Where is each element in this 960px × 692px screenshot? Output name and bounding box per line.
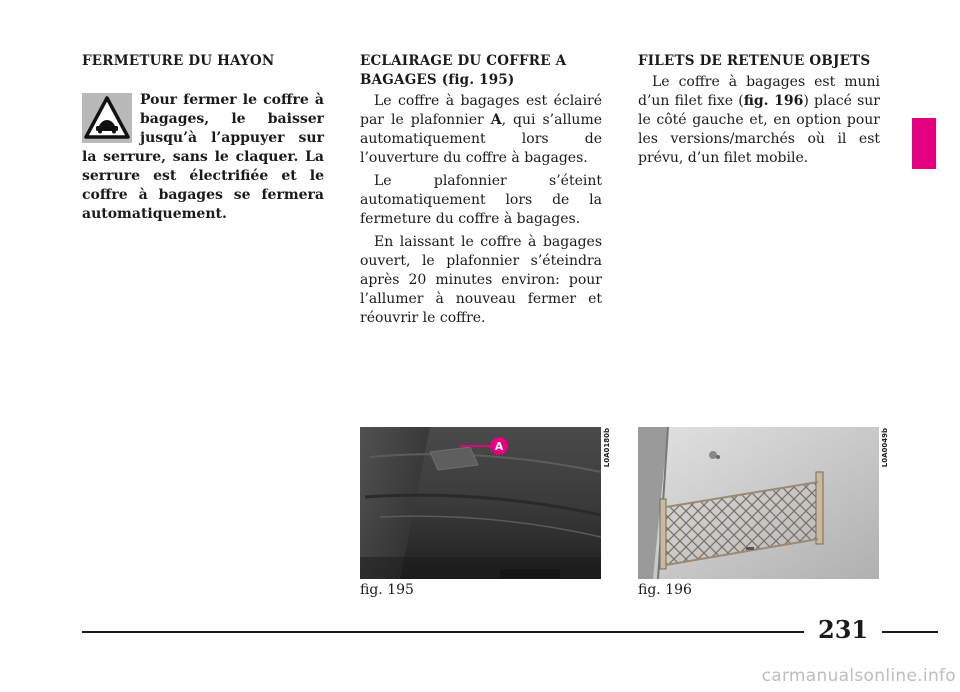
p1-bold-a: A bbox=[490, 112, 502, 128]
section-tab-marker bbox=[912, 118, 936, 169]
heading-fig-ref: fig. 195 bbox=[448, 72, 508, 88]
heading-close: ) bbox=[507, 72, 515, 88]
figure-196-code: L0A0049b bbox=[881, 428, 889, 468]
heading-line1: ECLAIRAGE DU COFFRE A bbox=[360, 53, 567, 69]
callout-a-marker bbox=[460, 435, 510, 457]
figure-196-caption: fig. 196 bbox=[638, 582, 692, 598]
section-heading-eclairage bbox=[360, 52, 602, 90]
column-left bbox=[82, 52, 324, 224]
section-heading-filets: FILETS DE RETENUE OBJETS bbox=[638, 53, 871, 69]
pf-text-b: ) placé sur le côté gauche et, en option pour les versions/marchés où il est prévu, d’un filet mobile. bbox=[638, 93, 880, 166]
watermark: carmanualsonline.info bbox=[761, 666, 956, 686]
pf-bold-fig: fig. 196 bbox=[743, 93, 804, 109]
callout-a-label: A bbox=[494, 440, 504, 453]
warning-block bbox=[82, 91, 324, 224]
trunk-net-illustration bbox=[638, 427, 879, 579]
p1-text-b: , qui s’allume automatiquement lors de l’ouverture du coffre à bagages. bbox=[360, 112, 603, 166]
paragraph-eclairage-3: En laissant le coffre à bagages ouvert, le plafonnier s’éteindra après 20 minutes environ: pour l’allumer à nouveau fermer et réouvrir le coffre. bbox=[360, 234, 602, 326]
heading-line2: BAGAGES ( bbox=[360, 72, 449, 88]
pf-text-a: Le coffre à bagages est muni d’un filet fixe ( bbox=[638, 74, 880, 109]
car-warning-triangle-icon bbox=[82, 93, 132, 143]
p1-text-a: Le coffre à bagages est éclairé par le plafonnier bbox=[360, 93, 602, 128]
paragraph-eclairage-2: Le plafonnier s’éteint automatiquement lors de la fermeture du coffre à bagages. bbox=[360, 173, 602, 227]
column-middle bbox=[360, 52, 602, 332]
figure-195-code: L0A0180b bbox=[603, 428, 611, 468]
page-number: 231 bbox=[818, 615, 869, 644]
footer-rule-left bbox=[82, 631, 804, 633]
paragraph-filets-1 bbox=[638, 73, 880, 168]
warning-text: Pour fermer le coffre à bagages, le baisser jusqu’à l’appuyer sur la serrure, sans le claquer. La serrure est électrifiée et le coffre à bagages se fermera automatiquement. bbox=[82, 92, 324, 222]
figure-195-caption: fig. 195 bbox=[360, 582, 414, 598]
figure-196-photo bbox=[638, 427, 879, 579]
footer-rule-right bbox=[882, 631, 938, 633]
figure-195-photo bbox=[360, 427, 601, 579]
paragraph-eclairage-1 bbox=[360, 92, 602, 168]
column-right bbox=[638, 52, 880, 172]
section-heading-hayon: FERMETURE DU HAYON bbox=[82, 53, 275, 69]
